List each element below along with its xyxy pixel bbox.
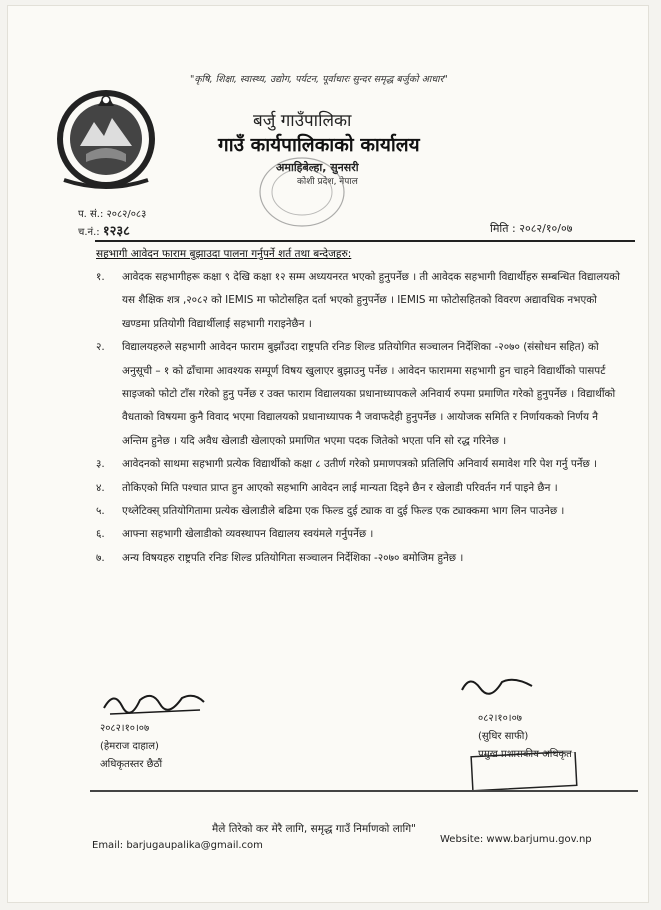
nepal-emblem-icon bbox=[46, 84, 166, 198]
list-item: २. विद्यालयहरुले सहभागी आवेदन फाराम बुझाँउदा राष्ट्रपति रनिङ शिल्ड प्रतियोगित सञ्चालन निर्देशिका -२०७० (संसोधन सहित) को अनुसूची – १ को ढाँचामा आवश्यक सम्पूर्ण विषय खुलाएर बुझाउनु पर्नेछ । आवेदन फाराममा सहभागी हुन चाहने विद्यार्थीको पासपर्ट साइजको फोटो टाँस गरेको हुनु पर्नेछ र उक्त फाराम विद्यालयका प्रधानाध्यापकले अनिवार्य रुपमा प्रमाणित गरेको हुनुपर्नेछ । विद्यार्थीको वैधताको विषयमा कुनै विवाद भएमा विद्यालयको प्रधानाध्यापक नै जवाफदेही हुनुपर्नेछ । आयोजक समिति र निर्णायकको निर्णय नै अन्तिम हुनेछ । यदि अवैध खेलाडी खेलाएको प्रमाणित भएमा पदक जितेको भएता पनि सो रद्ध गरिनेछ । bbox=[96, 341, 616, 447]
email-link[interactable]: barjugaupalika@gmail.com bbox=[126, 840, 263, 851]
list-item: ४. तोकिएको मिति पश्चात प्राप्त हुन आएको सहभागि आवेदन लाई मान्यता दिइने छैन र खेलाडी परिवर्तन गर्न पाइने छैन । bbox=[96, 481, 558, 494]
fiscal-year-ref bbox=[78, 206, 146, 220]
list-item: ६. आफ्ना सहभागी खेलाडीको व्यवस्थापन विद्यालय स्वयंमले गर्नुपर्नेछ । bbox=[96, 528, 374, 541]
left-signatory-name: (हेमराज दाहाल) bbox=[100, 741, 159, 752]
office-province: कोशी प्रदेश, नेपाल bbox=[297, 177, 358, 187]
footer-email bbox=[92, 840, 263, 851]
dispatch-number-value: १२३८ bbox=[102, 224, 130, 239]
office-name: गाउँ कार्यपालिकाको कार्यालय bbox=[218, 134, 420, 156]
letter-date bbox=[490, 221, 572, 236]
fiscal-year-label: प. सं.: bbox=[78, 209, 104, 220]
org-name: बर्जु गाउँपालिका bbox=[253, 111, 352, 131]
left-signature-date: २०८२।१०।०७ bbox=[100, 723, 150, 734]
dispatch-number-ref bbox=[78, 221, 130, 239]
date-label: मिति : bbox=[490, 222, 516, 235]
footer-divider bbox=[90, 790, 638, 792]
footer-slogan: मैले तिरेको कर मेरै लागि, समृद्ध गाउँ निर्माणको लागि" bbox=[212, 823, 416, 835]
list-item: ७. अन्य विषयहरु राष्ट्रपति रनिङ शिल्ड प्रतियोगिता सञ्चालन निर्देशिका -२०७० बमोजिम हुनेछ । bbox=[96, 551, 464, 564]
office-address: अमाहिबेल्हा, सुनसरी bbox=[276, 161, 359, 174]
list-item: ३. आवेदनको साथमा सहभागी प्रत्येक विद्यार्थीको कक्षा ८ उतीर्ण गरेको प्रमाणपत्रको प्रतिलिपि अनिवार्य समावेश गरि पेश गर्नु पर्नेछ । bbox=[96, 458, 598, 471]
motto: "कृषि, शिक्षा, स्वास्थ्य, उद्योग, पर्यटन, पूर्वाधारः सुन्दर समृद्ध बर्जुको आधार" bbox=[190, 74, 448, 85]
fiscal-year-value: २०८२/०८३ bbox=[106, 209, 147, 220]
website-link[interactable]: www.barjumu.gov.np bbox=[486, 834, 592, 845]
list-item: ५. एथ्लेटिक्स् प्रतियोगितामा प्रत्येक खेलाडीले बढिमा एक फिल्ड दुई ट्याक वा दुई फिल्ड एक ट्याक्कमा भाग लिन पाउनेछ । bbox=[96, 505, 565, 518]
divider bbox=[95, 240, 635, 242]
right-signatory-title: प्रमुख प्रशासकीय अधिकृत bbox=[478, 749, 572, 760]
list-item: १. आवेदक सहभागीहरू कक्षा ९ देखि कक्षा १२ सम्म अध्ययनरत भएको हुनुपर्नेछ । ती आवेदक सहभागी विद्यार्थीहरु सम्बन्धित विद्यालयको यस शैक्षिक शत्र ,२०८२ को IEMIS मा फोटोसहित दर्ता भएको हुनुपर्नेछ । IEMIS मा फोटोसहितको विवरण अद्यावधिक नभएको खण्डमा प्रतियोगी विद्यार्थीलाई सहभागी गराइनेछैन । bbox=[96, 271, 620, 330]
conditions-list bbox=[96, 266, 621, 570]
dispatch-number-label: च.नं.: bbox=[78, 227, 100, 238]
footer-website bbox=[440, 834, 592, 845]
left-signature-scribble bbox=[100, 686, 210, 724]
email-label: Email: bbox=[92, 840, 124, 851]
left-signatory bbox=[100, 720, 162, 774]
right-signature-scribble bbox=[458, 672, 538, 702]
right-signature-date: ०८२।१०।०७ bbox=[478, 713, 522, 724]
office-stamp-icon bbox=[255, 155, 350, 234]
subject-heading: सहभागी आवेदन फाराम बुझाउदा पालना गर्नुपर्ने शर्त तथा बन्देजहरु: bbox=[96, 248, 352, 260]
right-signatory-name: (सुधिर साफी) bbox=[478, 731, 529, 742]
left-signatory-title: अधिकृतस्तर छैठौं bbox=[100, 759, 163, 770]
date-value: २०८२/१०/०७ bbox=[519, 222, 573, 235]
website-label: Website: bbox=[440, 834, 484, 845]
